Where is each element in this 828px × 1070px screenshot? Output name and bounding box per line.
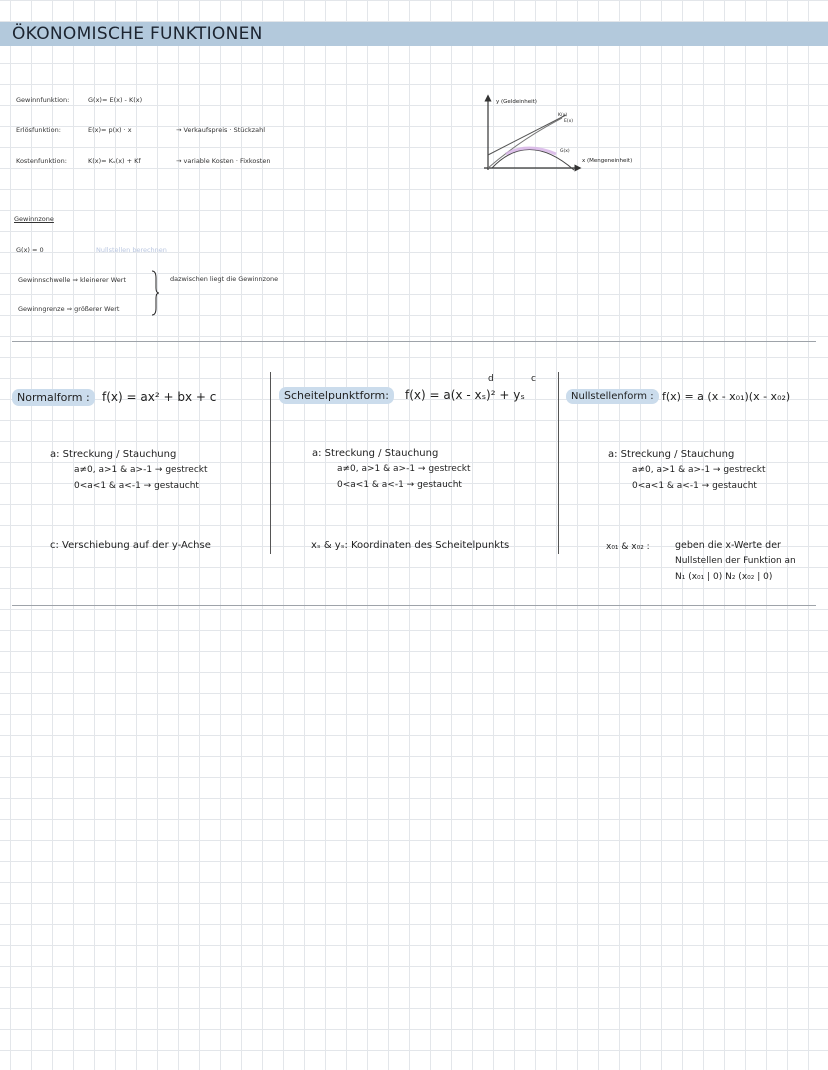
vertex-form-label: Scheitelpunktform: xyxy=(279,387,394,404)
curly-brace xyxy=(150,270,160,316)
roots-x0-label: x₀₁ & x₀₂ : xyxy=(606,542,650,552)
definition-note-revenue: → Verkaufspreis · Stückzahl xyxy=(176,126,266,134)
normal-form-label: Normalform : xyxy=(12,389,95,406)
page-title: ÖKONOMISCHE FUNKTIONEN xyxy=(12,24,263,44)
roots-x0-line2: Nullstellen der Funktion an xyxy=(675,556,796,566)
vertex-xy-line: xₛ & yₛ: Koordinaten des Scheitelpunkts xyxy=(311,540,510,551)
definition-label-profit: Gewinnfunktion: xyxy=(16,96,70,104)
section-divider-top xyxy=(12,341,816,342)
profit-zone-condition: G(x) = 0 xyxy=(16,246,44,254)
vertex-a-line2: 0<a<1 & a<-1 → gestaucht xyxy=(337,480,462,490)
profit-threshold-lower: Gewinnschwelle ⇒ kleinerer Wert xyxy=(18,276,127,284)
profit-zone-between: dazwischen liegt die Gewinnzone xyxy=(170,275,279,283)
roots-x0-line1: geben die x-Werte der xyxy=(675,540,781,551)
graph-label-g: G(x) xyxy=(560,149,570,154)
normal-a-line2: 0<a<1 & a<-1 → gestaucht xyxy=(74,481,199,491)
definition-label-cost: Kostenfunktion: xyxy=(16,157,67,165)
graph-label-k: K(x) xyxy=(558,113,568,118)
column-divider-2 xyxy=(558,372,559,554)
definition-formula-profit: G(x)= E(x) - K(x) xyxy=(88,96,143,104)
revenue-curve xyxy=(488,118,562,168)
vertex-mark-d: d xyxy=(488,374,494,384)
profit-zone-condition-note: Nullstellen berechnen xyxy=(96,246,167,254)
definition-formula-revenue: E(x)= p(x) · x xyxy=(88,126,132,134)
normal-c-line: c: Verschiebung auf der y-Achse xyxy=(50,540,211,551)
roots-x0-line3: N₁ (x₀₁ | 0) N₂ (x₀₂ | 0) xyxy=(675,572,773,582)
normal-a-line1: a≠0, a>1 & a>-1 → gestreckt xyxy=(74,465,208,475)
definition-note-cost: → variable Kosten · Fixkosten xyxy=(176,157,271,165)
economic-functions-graph xyxy=(470,90,690,185)
roots-a-line1: a≠0, a>1 & a>-1 → gestreckt xyxy=(632,465,766,475)
roots-a-title: a: Streckung / Stauchung xyxy=(608,449,735,460)
profit-threshold-upper: Gewinngrenze ⇒ größerer Wert xyxy=(18,305,120,313)
vertex-a-line1: a≠0, a>1 & a>-1 → gestreckt xyxy=(337,464,471,474)
roots-form-formula: f(x) = a (x - x₀₁)(x - x₀₂) xyxy=(662,390,791,403)
column-divider-1 xyxy=(270,372,271,554)
roots-form-label: Nullstellenform : xyxy=(566,389,659,404)
profit-zone-heading: Gewinnzone xyxy=(14,215,54,223)
graph-x-label: x (Mengeneinheit) xyxy=(582,158,633,164)
normal-form-formula: f(x) = ax² + bx + c xyxy=(102,390,217,404)
vertex-form-formula: f(x) = a(x - xₛ)² + yₛ xyxy=(405,388,525,402)
normal-a-title: a: Streckung / Stauchung xyxy=(50,449,177,460)
roots-a-line2: 0<a<1 & a<-1 → gestaucht xyxy=(632,481,757,491)
vertex-mark-c: c xyxy=(531,374,536,384)
definition-label-revenue: Erlösfunktion: xyxy=(16,126,61,134)
section-divider-bottom xyxy=(12,605,816,606)
definition-formula-cost: K(x)= Kᵥ(x) + Kf xyxy=(88,157,141,165)
vertex-a-title: a: Streckung / Stauchung xyxy=(312,448,439,459)
graph-y-label: y (Geldeinheit) xyxy=(496,99,537,105)
graph-label-e: E(x) xyxy=(564,119,574,124)
